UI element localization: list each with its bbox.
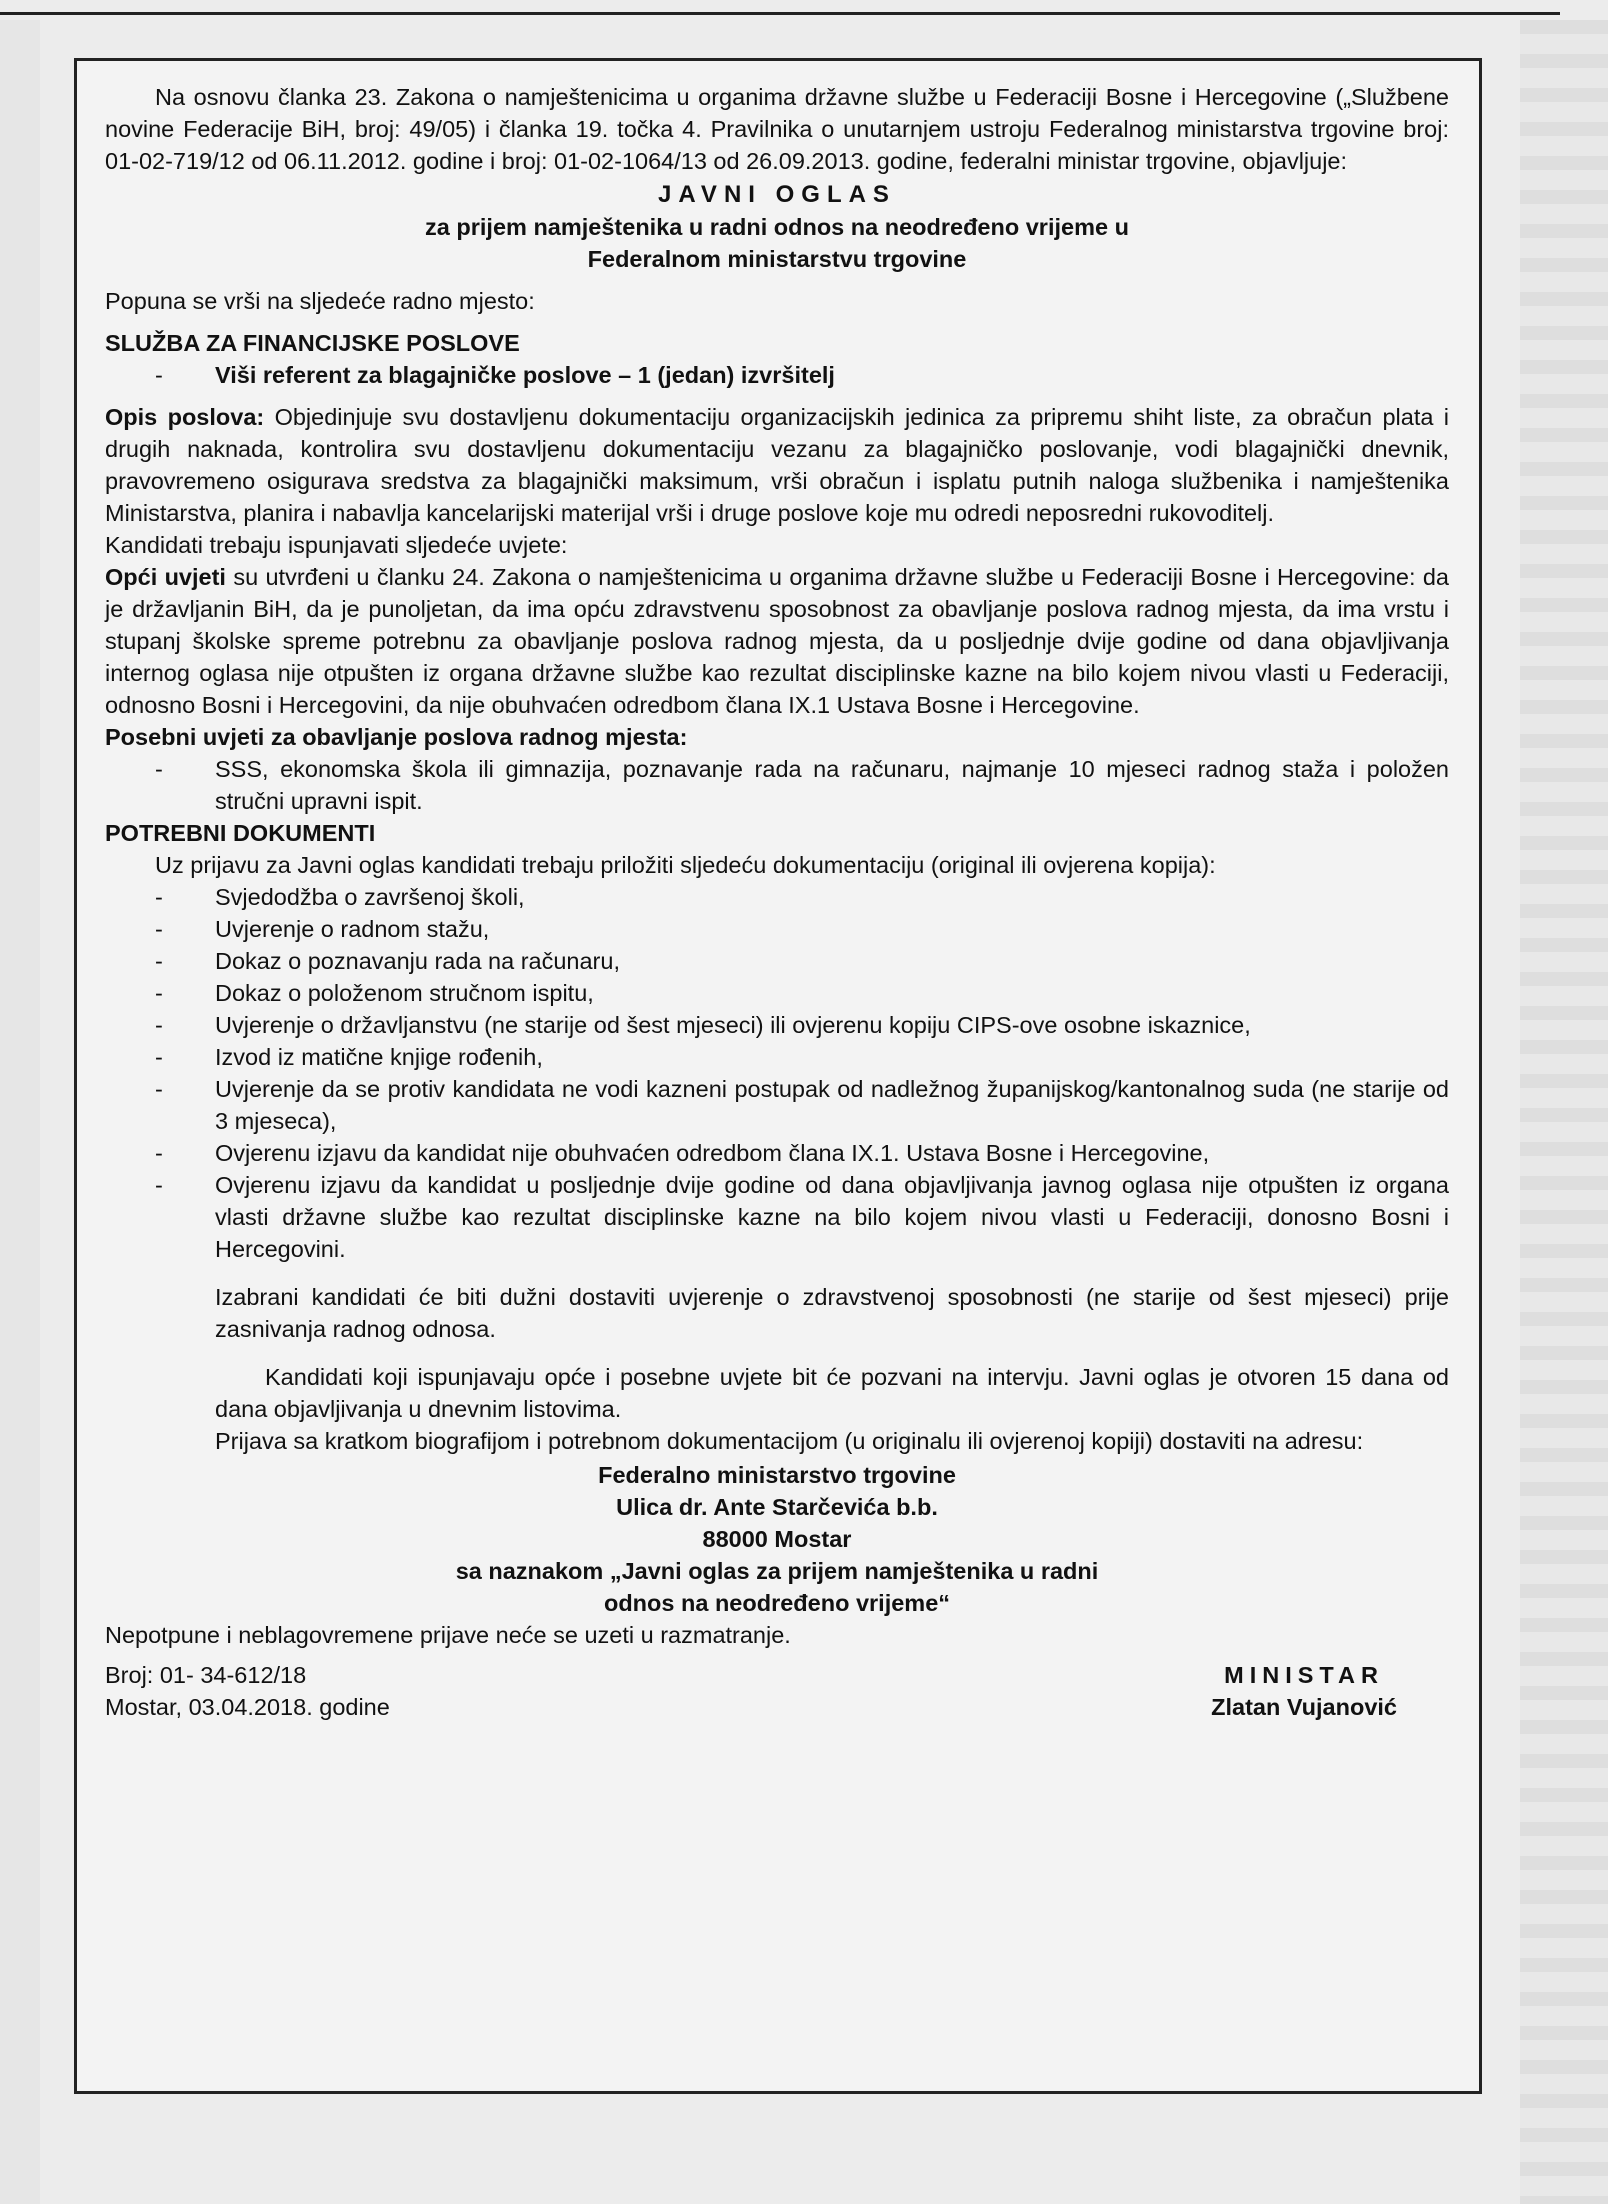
minister-name: Zlatan Vujanović — [1211, 1694, 1397, 1720]
opis-poslova: Opis poslova: Objedinjuje svu dostavljenu dokumentaciju organizacijskih jedinica za pripremu shiht liste, za obračun plata i drugih naknada, kontrolira svu dostavljenu dokumentaciju vezanu za blagajničko poslovanje, vodi blagajnički dnevnik, pravovremeno osigurava sredstva za blagajnički maksimum, vrši obračun i isplatu putnih naloga službenika i namještenika Ministarstva, planira i nabavlja kancelarijski materijal vrši i druge poslove koje mu odredi neposredni rukovoditelj. — [105, 404, 1449, 526]
list-item: - Svjedodžba o završenoj školi, — [155, 884, 525, 910]
broj: Broj: 01- 34-612/18 — [105, 1662, 307, 1688]
docs-heading: POTREBNI DOKUMENTI — [105, 820, 376, 846]
popuna-text: Popuna se vrši na sljedeće radno mjesto: — [105, 288, 535, 314]
signature-block — [1211, 1659, 1449, 1723]
prijava-text: Prijava sa kratkom biografijom i potrebnom dokumentacijom (u originalu ili ovjerenoj kopiji) dostaviti na adresu: — [215, 1428, 1364, 1454]
notice-subtitle-line1: za prijem namještenika u radni odnos na neodređeno vrijeme u — [425, 214, 1129, 240]
address-block — [105, 1459, 1449, 1619]
notice-title: JAVNI OGLAS — [658, 181, 896, 208]
footer-left — [105, 1659, 390, 1723]
address-line1: Federalno ministarstvo trgovine — [598, 1462, 956, 1488]
list-item: - Dokaz o položenom stručnom ispitu, — [155, 980, 594, 1006]
opci-uvjeti: Opći uvjeti su utvrđeni u članku 24. Zakona o namještenicima u organima državne službe u Federaciji Bosne i Hercegovine: da je državljanin BiH, da je punoljetan, da ima opću zdravstvenu sposobnost za obavljanje poslova radnog mjesta, da ima vrstu i stupanj školske spreme potrebnu za obavljanje poslova radnog mjesta, da u posljednje dvije godine od dana objavljivanja internog oglasa nije otpušten iz organa državne službe kao rezultat disciplinske kazne na bilo kojem nivou vlasti u Federaciji, odnosno Bosni i Hercegovini, da nije obuhvaćen odredbom člana IX.1 Ustava Bosne i Hercegovine. — [105, 564, 1449, 718]
kandidati-text: Kandidati trebaju ispunjavati sljedeće uvjete: — [105, 532, 568, 558]
list-item: - Ovjerenu izjavu da kandidat u posljednje dvije godine od dana objavljivanja javnog oglasa nije otpušten iz organa vlasti državne službe kao rezultat disciplinske kazne na bilo kojem nivou vlasti u Federaciji, donosno Bosni i Hercegovini. — [155, 1172, 1449, 1262]
intro-paragraph: Na osnovu članka 23. Zakona o namještenicima u organima državne službe u Federaciji Bosne i Hercegovine („Službene novine Federacije BiH, broj: 49/05) i članka 19. točka 4. Pravilnika o unutarnjem ustroju Federalnog ministarstva trgovine broj: 01-02-719/12 od 06.11.2012. godine i broj: 01-02-1064/13 od 26.09.2013. godine, federalni ministar trgovine, objavljuje: — [105, 84, 1449, 174]
adjacent-column-right — [1520, 20, 1608, 2204]
minister-title: MINISTAR — [1224, 1662, 1384, 1688]
notice-subtitle-line2: Federalnom ministarstvu trgovine — [587, 246, 967, 272]
list-item: - Uvjerenje o državljanstvu (ne starije od šest mjeseci) ili ovjerenu kopiju CIPS-ove osobne iskaznice, — [155, 1012, 1251, 1038]
address-line4: sa naznakom „Javni oglas za prijem namještenika u radni — [455, 1558, 1099, 1584]
list-item: - Dokaz o poznavanju rada na računaru, — [155, 948, 620, 974]
izabrani-text: Izabrani kandidati će biti dužni dostaviti uvjerenje o zdravstvenoj sposobnosti (ne starije od šest mjeseci) prije zasnivanja radnog odnosa. — [215, 1284, 1449, 1342]
date: Mostar, 03.04.2018. godine — [105, 1694, 390, 1720]
list-item: - SSS, ekonomska škola ili gimnazija, poznavanje rada na računaru, najmanje 10 mjeseci radnog staža i položen stručni upravni ispit. — [155, 756, 1449, 814]
docs-intro: Uz prijavu za Javni oglas kandidati trebaju priložiti sljedeću dokumentaciju (original ili ovjerena kopija): — [155, 852, 1216, 878]
footer — [105, 1659, 1449, 1723]
address-line2: Ulica dr. Ante Starčevića b.b. — [616, 1494, 938, 1520]
list-item: - Ovjerenu izjavu da kandidat nije obuhvaćen odredbom člana IX.1. Ustava Bosne i Hercegovine, — [155, 1140, 1210, 1166]
service-name: SLUŽBA ZA FINANCIJSKE POSLOVE — [105, 330, 520, 356]
address-line3: 88000 Mostar — [702, 1526, 852, 1552]
posebni-uvjeti-list — [105, 753, 1449, 817]
docs-list — [105, 881, 1449, 1265]
interview-text: Kandidati koji ispunjavaju opće i posebne uvjete bit će pozvani na intervju. Javni oglas je otvoren 15 dana od dana objavljivanja u dnevnim listovima. — [215, 1364, 1449, 1422]
position-item: - Viši referent za blagajničke poslove – 1 (jedan) izvršitelj — [155, 362, 835, 388]
adjacent-column-left — [0, 20, 40, 2204]
list-item: - Uvjerenje da se protiv kandidata ne vodi kazneni postupak od nadležnog županijskog/kantonalnog suda (ne starije od 3 mjeseca), — [155, 1076, 1449, 1134]
public-notice — [74, 58, 1482, 2094]
list-item: - Uvjerenje o radnom stažu, — [155, 916, 490, 942]
position-list — [105, 359, 1449, 391]
list-item: - Izvod iz matične knjige rođenih, — [155, 1044, 543, 1070]
posebni-uvjeti-heading: Posebni uvjeti za obavljanje poslova radnog mjesta: — [105, 724, 688, 750]
address-line5: odnos na neodređeno vrijeme“ — [603, 1590, 951, 1616]
nepotpune-text: Nepotpune i neblagovremene prijave neće se uzeti u razmatranje. — [105, 1622, 791, 1648]
top-rule — [0, 0, 1560, 15]
